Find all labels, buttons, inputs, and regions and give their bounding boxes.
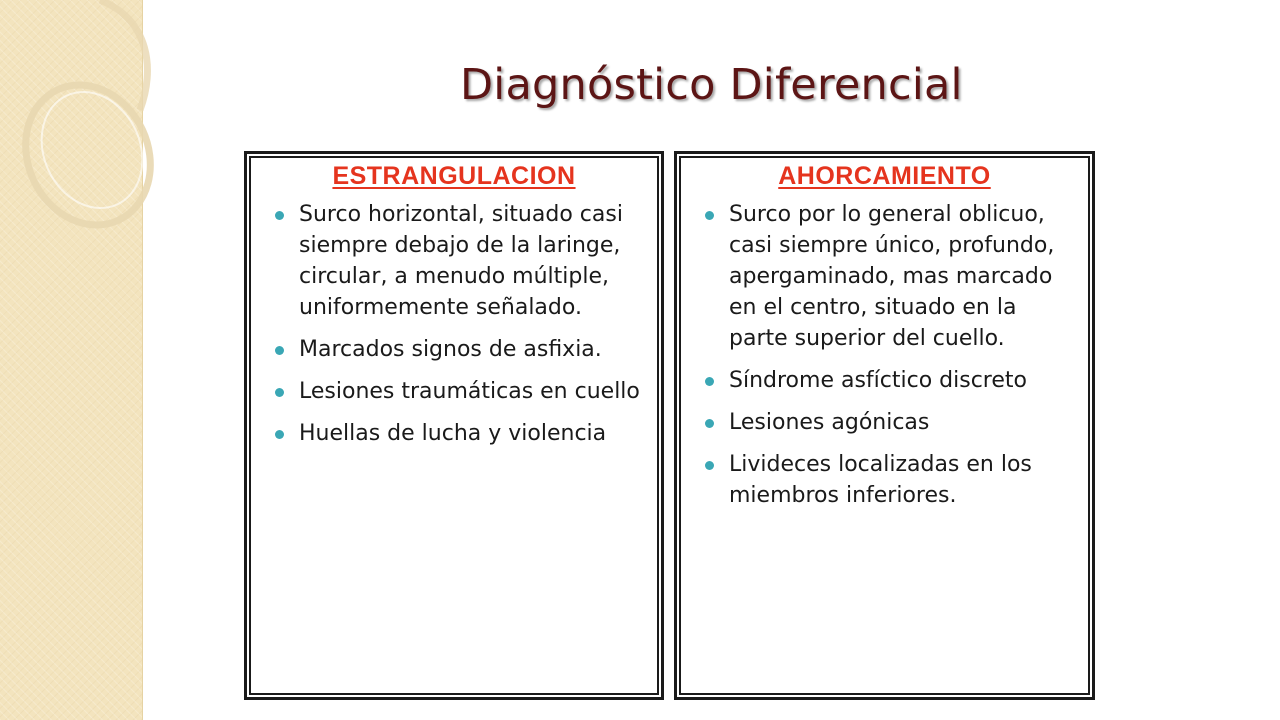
list-item xyxy=(697,199,1078,354)
bullet-list xyxy=(247,199,661,449)
list-item xyxy=(697,407,1078,438)
list-item xyxy=(697,365,1078,396)
list-item xyxy=(697,449,1078,511)
list-item-text: Huellas de lucha y violencia xyxy=(299,421,607,446)
bullet-dot-icon xyxy=(705,461,714,470)
list-item-text: Lesiones agónicas xyxy=(729,410,930,435)
list-item xyxy=(267,334,647,365)
list-item-text: Surco por lo general oblicuo, casi siempre único, profundo, apergaminado, mas marcado en el centro, situado en la parte superior del cuello. xyxy=(729,202,1055,351)
bullet-dot-icon xyxy=(275,388,284,397)
bullet-list xyxy=(677,199,1092,511)
list-item-text: Síndrome asfíctico discreto xyxy=(729,368,1027,393)
bullet-dot-icon xyxy=(275,211,284,220)
bullet-dot-icon xyxy=(275,430,284,439)
column-heading: AHORCAMIENTO xyxy=(778,162,991,190)
list-item xyxy=(267,199,647,323)
list-item-text: Livideces localizadas en los miembros inferiores. xyxy=(729,452,1032,508)
list-item-text: Lesiones traumáticas en cuello xyxy=(299,379,640,404)
list-item xyxy=(267,376,647,407)
bullet-dot-icon xyxy=(705,211,714,220)
bullet-dot-icon xyxy=(275,346,284,355)
slide-title: Diagnóstico Diferencial xyxy=(460,60,963,110)
bullet-dot-icon xyxy=(705,377,714,386)
decorative-rings xyxy=(0,0,160,260)
column-heading: ESTRANGULACION xyxy=(332,162,576,190)
bullet-dot-icon xyxy=(705,419,714,428)
list-item-text: Surco horizontal, situado casi siempre debajo de la laringe, circular, a menudo múltiple, uniformemente señalado. xyxy=(299,202,623,320)
list-item xyxy=(267,418,647,449)
list-item-text: Marcados signos de asfixia. xyxy=(299,337,602,362)
ahorcamiento-column xyxy=(674,151,1095,700)
estrangulacion-column xyxy=(244,151,664,700)
